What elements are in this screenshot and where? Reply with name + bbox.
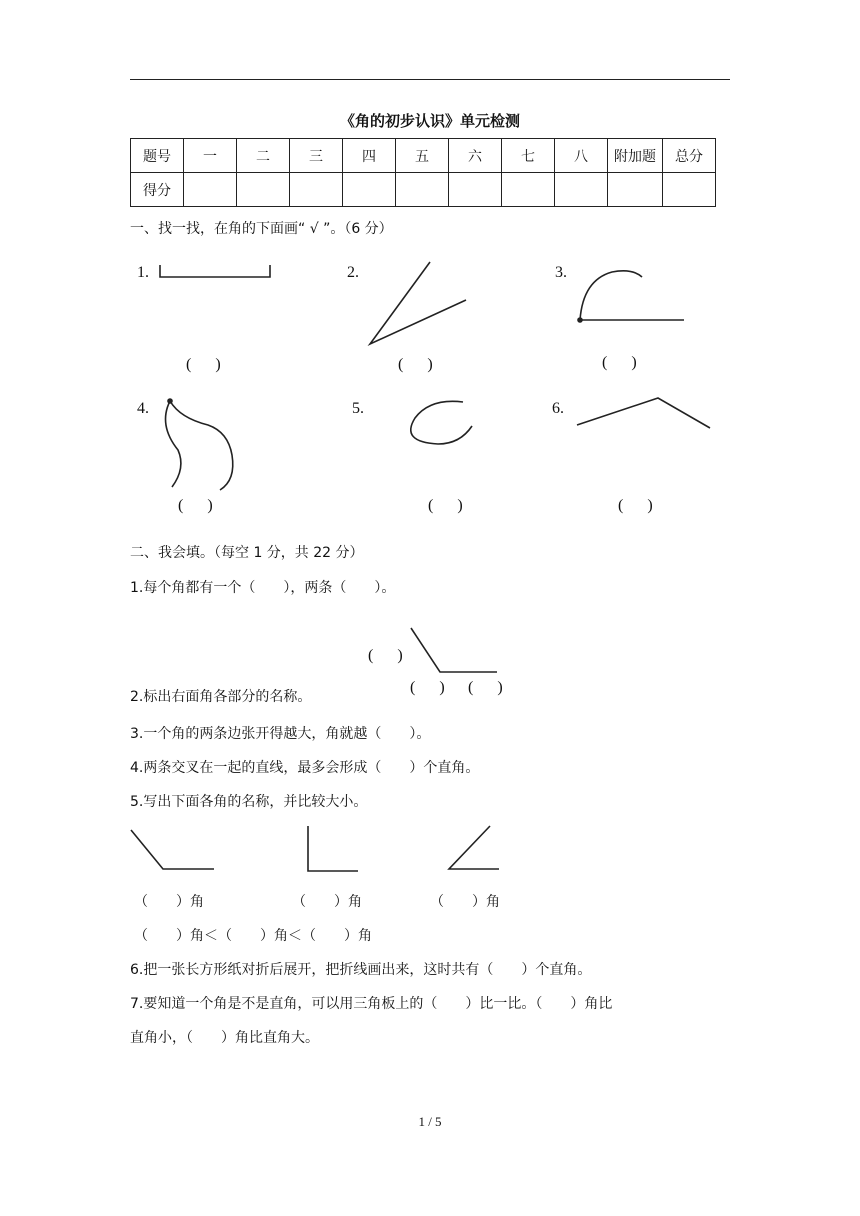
figure-2-angle [370, 262, 466, 344]
answer-blank-6[interactable]: ( ) [618, 497, 653, 514]
figure-5-curve [411, 401, 472, 444]
q5-angle-2 [308, 826, 358, 871]
score-table-cell: 附加题 [608, 139, 663, 173]
figure-4-vertex-dot [167, 398, 173, 404]
section1-heading: 一、找一找，在角的下面画“ √ ”。（6 分） [130, 221, 393, 237]
score-table-cell: 三 [290, 139, 343, 173]
score-table-cell: 二 [237, 139, 290, 173]
score-table-row-label: 得分 [131, 173, 184, 207]
answer-blank-1[interactable]: ( ) [186, 356, 221, 373]
figure-1-bracket [160, 265, 270, 277]
question-3: 3.一个角的两条边张开得越大，角就越（ ）。 [130, 726, 431, 742]
score-table-cell: 题号 [131, 139, 184, 173]
q5-angle-1 [131, 830, 214, 869]
question-4: 4.两条交叉在一起的直线，最多会形成（ ）个直角。 [130, 760, 480, 776]
score-table-cell: 六 [449, 139, 502, 173]
answer-blank-3[interactable]: ( ) [602, 354, 637, 371]
q2-angle [411, 628, 497, 672]
figure-3-arc [580, 271, 642, 320]
figure-4-number: 4. [137, 400, 149, 417]
figure-2-number: 2. [347, 264, 359, 281]
score-table-cell: 总分 [663, 139, 716, 173]
figure-6-angle [577, 398, 710, 428]
question-7-line-2: 直角小，（ ）角比直角大。 [130, 1030, 319, 1046]
question-7-line-1: 7.要知道一个角是不是直角，可以用三角板上的（ ）比一比。（ ）角比 [130, 996, 613, 1012]
answer-blank-4[interactable]: ( ) [178, 497, 213, 514]
q2-blank-vertex[interactable]: ( ) [368, 647, 403, 664]
q2-blank-side-1[interactable]: ( ) [410, 679, 445, 696]
score-table-cell: 一 [184, 139, 237, 173]
figure-3-vertex-dot [577, 317, 583, 323]
figure-5-number: 5. [352, 400, 364, 417]
q5-angle-2-label: （ ）角 [292, 894, 362, 910]
q5-angle-3 [449, 826, 499, 869]
answer-blank-2[interactable]: ( ) [398, 356, 433, 373]
q5-compare: （ ）角＜（ ）角＜（ ）角 [134, 928, 372, 944]
q5-angle-3-label: （ ）角 [430, 894, 500, 910]
figure-4-curve [166, 401, 181, 487]
q5-angle-1-label: （ ）角 [134, 894, 204, 910]
question-2: 2.标出右面角各部分的名称。 [130, 689, 312, 705]
question-1: 1.每个角都有一个（ ），两条（ ）。 [130, 580, 396, 596]
score-table-cell: 七 [502, 139, 555, 173]
figure-1-number: 1. [137, 264, 149, 281]
figure-3-number: 3. [555, 264, 567, 281]
section2-heading: 二、我会填。（每空 1 分，共 22 分） [130, 545, 364, 561]
q2-blank-side-2[interactable]: ( ) [468, 679, 503, 696]
question-6: 6.把一张长方形纸对折后展开，把折线画出来，这时共有（ ）个直角。 [130, 962, 592, 978]
score-table-cell: 八 [555, 139, 608, 173]
score-table-cell: 四 [343, 139, 396, 173]
figure-6-number: 6. [552, 400, 564, 417]
score-table-cell: 五 [396, 139, 449, 173]
figure-4-curve [170, 401, 233, 490]
answer-blank-5[interactable]: ( ) [428, 497, 463, 514]
page-number: 1 / 5 [418, 1114, 442, 1129]
question-5: 5.写出下面各角的名称，并比较大小。 [130, 794, 368, 810]
page-title: 《角的初步认识》单元检测 [339, 112, 520, 130]
